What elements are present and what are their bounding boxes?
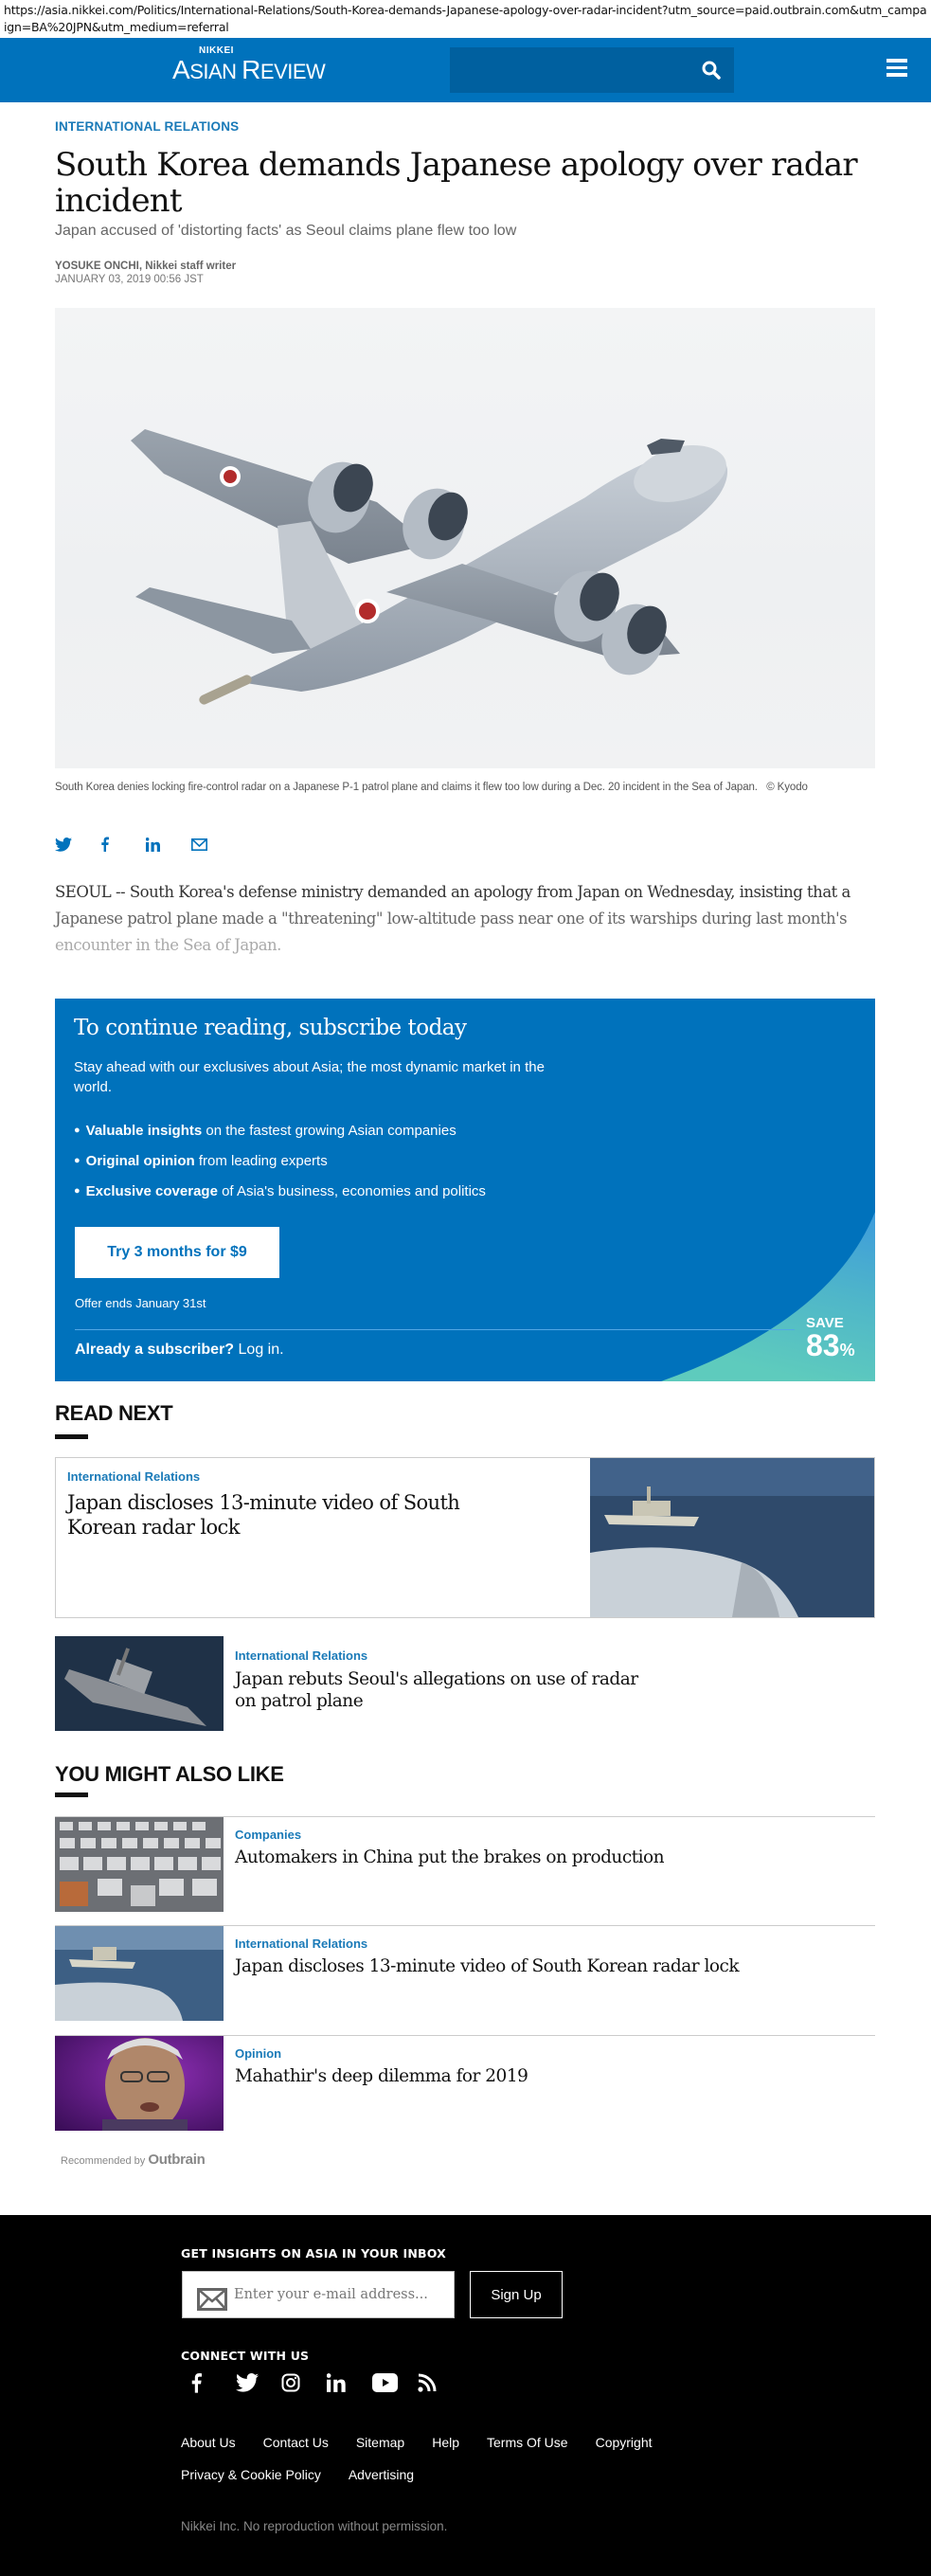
linkedin-icon	[327, 2373, 347, 2392]
recommended-item[interactable]	[55, 1816, 875, 1913]
footer-link-about-us[interactable]: About Us	[181, 2435, 236, 2450]
rss-link[interactable]	[418, 2369, 463, 2396]
item-title[interactable]: Mahathir's deep dilemma for 2019	[235, 2066, 528, 2086]
subscribe-paywall	[55, 999, 875, 1381]
hero-image	[55, 308, 875, 768]
newsletter-signup-button[interactable]: Sign Up	[470, 2271, 563, 2318]
rss-icon	[418, 2373, 437, 2392]
twitter-icon	[236, 2373, 259, 2392]
youtube-link[interactable]	[372, 2369, 418, 2396]
item-title[interactable]: Automakers in China put the brakes on production	[235, 1847, 665, 1867]
site-header	[0, 38, 931, 102]
warship-photo	[55, 1926, 224, 2021]
outbrain-attribution[interactable]: Recommended by Outbrain	[61, 2152, 206, 2168]
search-icon[interactable]	[700, 59, 723, 81]
mahathir-portrait-photo	[55, 2036, 224, 2131]
footer-link-sitemap[interactable]: Sitemap	[355, 2435, 405, 2450]
twitter-share-button[interactable]	[55, 832, 100, 856]
footer-link-privacy-policy[interactable]: Privacy & Cookie Policy	[181, 2467, 321, 2482]
footer-link-terms-of-use[interactable]: Terms Of Use	[487, 2435, 568, 2450]
benefit-item: ● Valuable insights on the fastest growing Asian companies	[74, 1118, 486, 1148]
item-title[interactable]: Japan discloses 13-minute video of South Korean radar lock	[235, 1956, 740, 1976]
footer-links-row	[181, 2435, 680, 2450]
outbrain-logo: Outbrain	[148, 2152, 206, 2168]
instagram-icon	[281, 2373, 300, 2392]
email-input[interactable]	[234, 2272, 452, 2317]
body-line: encounter in the Sea of Japan.	[55, 936, 281, 954]
search-box[interactable]	[450, 47, 734, 93]
image-caption: South Korea denies locking fire-control radar on a Japanese P-1 patrol plane and claims it flew too low during a Dec. 20 incident in the Sea of Japan. © Kyodo	[55, 782, 808, 793]
article-body	[55, 879, 875, 959]
logo-nikkei-text: NIKKEI	[199, 45, 234, 56]
footer-links-row	[181, 2467, 441, 2482]
warship-photo	[590, 1458, 874, 1617]
footer-social-links	[190, 2369, 463, 2396]
save-badge: SAVE 83%	[806, 1315, 855, 1362]
read-next-featured-card[interactable]	[55, 1457, 875, 1618]
item-thumbnail[interactable]	[55, 1926, 224, 2021]
item-title[interactable]: Japan rebuts Seoul's allegations on use of radar on patrol plane	[235, 1669, 638, 1711]
card-category[interactable]: International Relations	[67, 1469, 201, 1484]
article-category[interactable]: INTERNATIONAL RELATIONS	[55, 119, 240, 134]
image-credit: © Kyodo	[766, 782, 808, 793]
footer-link-advertising[interactable]: Advertising	[348, 2467, 415, 2482]
card-thumbnail[interactable]	[590, 1458, 874, 1617]
footer-link-copyright[interactable]: Copyright	[595, 2435, 653, 2450]
facebook-share-button[interactable]	[100, 832, 146, 856]
body-line: Japanese patrol plane made a "threatening" low-altitude pass near one of its warships during last month's	[55, 910, 848, 928]
facebook-icon	[190, 2371, 202, 2394]
mail-icon	[197, 2288, 227, 2311]
item-thumbnail[interactable]	[55, 2036, 224, 2131]
login-link[interactable]: Log in.	[238, 1342, 284, 1358]
linkedin-icon	[146, 838, 161, 852]
newsletter-email-field[interactable]	[182, 2271, 455, 2318]
benefit-item: ● Exclusive coverage of Asia's business, economies and politics	[74, 1179, 486, 1209]
item-category[interactable]: International Relations	[235, 1937, 368, 1951]
facebook-icon	[100, 837, 109, 852]
twitter-link[interactable]	[236, 2369, 281, 2396]
offer-deadline: Offer ends January 31st	[75, 1296, 206, 1310]
facebook-link[interactable]	[190, 2369, 236, 2396]
destroyer-photo	[55, 1636, 224, 1731]
item-thumbnail[interactable]	[55, 1817, 224, 1912]
item-category[interactable]: International Relations	[235, 1648, 368, 1663]
read-next-item[interactable]	[55, 1636, 875, 1731]
recommended-item[interactable]	[55, 1925, 875, 2022]
article-headline: South Korea demands Japanese apology over radar incident	[55, 146, 857, 220]
recommended-item[interactable]	[55, 2035, 875, 2132]
linkedin-link[interactable]	[327, 2369, 372, 2396]
newsletter-heading: GET INSIGHTS ON ASIA IN YOUR INBOX	[181, 2246, 446, 2261]
email-share-button[interactable]	[191, 832, 237, 856]
item-category[interactable]: Opinion	[235, 2046, 282, 2061]
article-subhead: Japan accused of 'distorting facts' as Seoul claims plane flew too low	[55, 223, 517, 239]
instagram-link[interactable]	[281, 2369, 327, 2396]
body-line: SEOUL -- South Korea's defense ministry demanded an apology from Japan on Wednesday, insisting that a	[55, 883, 850, 901]
paywall-description: Stay ahead with our exclusives about Asia; the most dynamic market in the world.	[74, 1059, 545, 1095]
search-input[interactable]	[450, 47, 696, 93]
copyright-notice: Nikkei Inc. No reproduction without permission.	[181, 2519, 448, 2533]
youtube-icon	[372, 2373, 398, 2392]
card-title[interactable]: Japan discloses 13-minute video of South Korean radar lock	[67, 1491, 460, 1539]
logo-asian-review-text: ASIAN REVIEW	[172, 55, 326, 84]
trial-subscribe-button[interactable]: Try 3 months for $9	[75, 1227, 279, 1278]
patrol-plane-illustration	[55, 308, 875, 768]
item-category[interactable]: Companies	[235, 1828, 302, 1842]
article-byline: YOSUKE ONCHI, Nikkei staff writer	[55, 261, 237, 272]
connect-heading: CONNECT WITH US	[181, 2349, 310, 2363]
linkedin-share-button[interactable]	[146, 832, 191, 856]
article-date: JANUARY 03, 2019 00:56 JST	[55, 274, 204, 285]
heading-underline	[55, 1792, 88, 1797]
parked-cars-photo	[55, 1817, 224, 1912]
hamburger-menu-icon[interactable]	[886, 59, 907, 80]
share-bar	[55, 832, 237, 856]
site-footer	[0, 2215, 931, 2576]
also-like-heading: YOU MIGHT ALSO LIKE	[55, 1762, 284, 1786]
item-thumbnail[interactable]	[55, 1636, 224, 1731]
benefit-item: ● Original opinion from leading experts	[74, 1148, 486, 1179]
heading-underline	[55, 1434, 88, 1439]
mail-icon	[191, 838, 207, 851]
paywall-divider	[75, 1329, 795, 1330]
paywall-title: To continue reading, subscribe today	[74, 1016, 467, 1040]
paywall-benefits	[74, 1118, 486, 1209]
footer-link-help[interactable]: Help	[432, 2435, 459, 2450]
address-bar-url[interactable]: https://asia.nikkei.com/Politics/International-Relations/South-Korea-demands-Japanese-apology-over-radar-incident?utm_source=paid.outbrain.com&utm_campaign=BA%20JPN&utm_medium=referral	[4, 3, 927, 34]
subscriber-login: Already a subscriber? Log in.	[75, 1342, 284, 1358]
article-header	[55, 102, 875, 285]
twitter-icon	[55, 838, 72, 852]
footer-link-contact-us[interactable]: Contact Us	[262, 2435, 329, 2450]
read-next-heading: READ NEXT	[55, 1401, 173, 1425]
